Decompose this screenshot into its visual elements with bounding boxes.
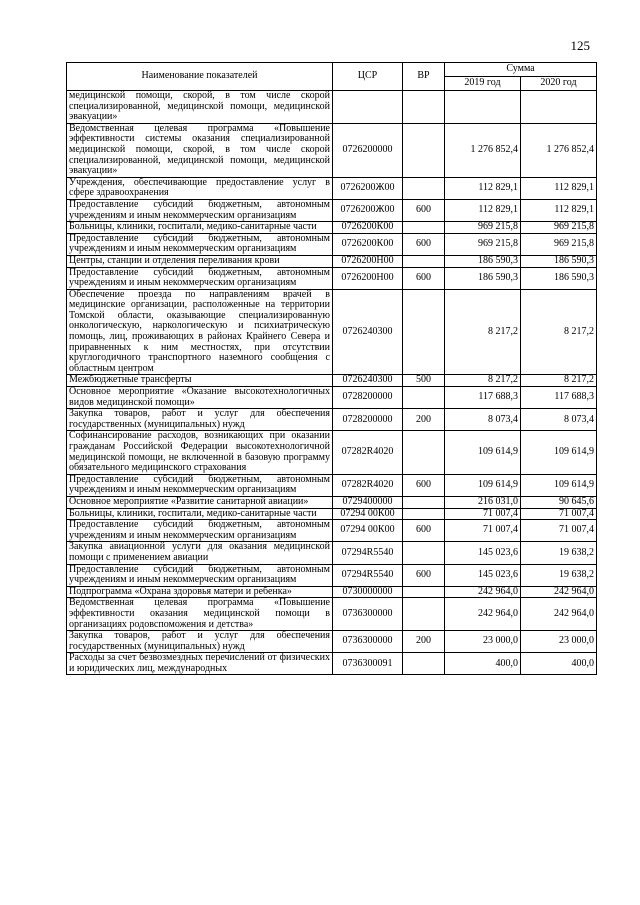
- row-name: Центры, станции и отделения переливания крови: [67, 255, 333, 267]
- row-2019: [445, 91, 521, 124]
- row-name: Закупка товаров, работ и услуг для обеспечения государственных (муниципальных) нужд: [67, 409, 333, 431]
- table-row: [67, 586, 597, 598]
- row-vr: 600: [403, 564, 445, 586]
- row-2019: 109 614,9: [445, 431, 521, 474]
- row-vr: 200: [403, 409, 445, 431]
- row-csr: 07282R4020: [333, 431, 403, 474]
- row-vr: [403, 91, 445, 124]
- row-vr: [403, 508, 445, 520]
- row-2019: 400,0: [445, 653, 521, 675]
- table-row: [67, 255, 597, 267]
- row-2019: 145 023,6: [445, 564, 521, 586]
- row-csr: 0726200К00: [333, 233, 403, 255]
- table-row: [67, 267, 597, 289]
- row-vr: 600: [403, 474, 445, 496]
- row-2019: 8 073,4: [445, 409, 521, 431]
- row-name: Предоставление субсидий бюджетным, автономным учреждениям и иным некоммерческим организациям: [67, 564, 333, 586]
- header-csr: ЦСР: [333, 63, 403, 91]
- row-csr: 0728200000: [333, 387, 403, 409]
- row-csr: 0726200К00: [333, 222, 403, 234]
- row-2019: 242 964,0: [445, 586, 521, 598]
- row-2020: 112 829,1: [521, 199, 597, 221]
- row-2020: 19 638,2: [521, 564, 597, 586]
- row-2020: 71 007,4: [521, 520, 597, 542]
- row-2020: 19 638,2: [521, 542, 597, 564]
- row-name: Основное мероприятие «Развитие санитарной авиации»: [67, 496, 333, 508]
- row-2019: 117 688,3: [445, 387, 521, 409]
- row-2020: 117 688,3: [521, 387, 597, 409]
- table-row: [67, 496, 597, 508]
- row-vr: [403, 496, 445, 508]
- row-csr: 0736300091: [333, 653, 403, 675]
- row-2020: 112 829,1: [521, 177, 597, 199]
- table-row: [67, 631, 597, 653]
- row-vr: [403, 123, 445, 177]
- row-name: Предоставление субсидий бюджетным, автономным учреждениям и иным некоммерческим организациям: [67, 199, 333, 221]
- row-2019: 8 217,2: [445, 289, 521, 375]
- row-vr: [403, 387, 445, 409]
- header-2019: 2019 год: [445, 77, 521, 91]
- row-2019: 112 829,1: [445, 177, 521, 199]
- row-name: Софинансирование расходов, возникающих при оказании гражданам Российской Федерации высокотехнологичной медицинской помощи, не включенной в базовую программу обязательного медицинского страхования: [67, 431, 333, 474]
- budget-table: [66, 62, 597, 675]
- row-2019: 8 217,2: [445, 375, 521, 387]
- row-2020: 90 645,6: [521, 496, 597, 508]
- row-2020: 242 964,0: [521, 586, 597, 598]
- header-vr: ВР: [403, 63, 445, 91]
- row-csr: 0726200000: [333, 123, 403, 177]
- row-vr: 600: [403, 520, 445, 542]
- row-name: Обеспечение проезда по направлениям врачей в медицинские организации, расположенные на территории Томской области, оказывающие специализированную онкологическую, наркологическую и психиатрическую помощь, лиц, проживающих в районах Крайнего Севера и приравненных к ним местностях, при отсутствии круглогодичного транспортного наземного сообщения с областным центром: [67, 289, 333, 375]
- row-csr: [333, 91, 403, 124]
- row-vr: [403, 431, 445, 474]
- row-name: Расходы за счет безвозмездных перечислений от физических и юридических лиц, международных: [67, 653, 333, 675]
- row-name: Ведомственная целевая программа «Повышение эффективности системы оказания специализированной медицинской помощи, скорой, в том числе скорой специализированной, медицинской помощи, медицинской эвакуации»: [67, 123, 333, 177]
- row-name: Больницы, клиники, госпитали, медико-санитарные части: [67, 222, 333, 234]
- row-name: Предоставление субсидий бюджетным, автономным учреждениям и иным некоммерческим организациям: [67, 267, 333, 289]
- row-2020: 109 614,9: [521, 474, 597, 496]
- row-2020: 969 215,8: [521, 222, 597, 234]
- header-sum: Сумма: [445, 63, 597, 77]
- row-csr: 0736300000: [333, 631, 403, 653]
- row-csr: 0736300000: [333, 598, 403, 631]
- row-2019: 186 590,3: [445, 255, 521, 267]
- row-2019: 71 007,4: [445, 508, 521, 520]
- table-row: [67, 91, 597, 124]
- table-row: [67, 375, 597, 387]
- row-2019: 145 023,6: [445, 542, 521, 564]
- header-name: Наименование показателей: [67, 63, 333, 91]
- row-vr: 600: [403, 233, 445, 255]
- table-row: [67, 233, 597, 255]
- table-row: [67, 387, 597, 409]
- row-csr: 0728200000: [333, 409, 403, 431]
- row-vr: [403, 289, 445, 375]
- row-2019: 242 964,0: [445, 598, 521, 631]
- row-csr: 0726200Ж00: [333, 177, 403, 199]
- table-row: [67, 409, 597, 431]
- row-name: Закупка авиационной услуги для оказания медицинской помощи с применением авиации: [67, 542, 333, 564]
- row-csr: 0726200Н00: [333, 255, 403, 267]
- row-vr: 600: [403, 267, 445, 289]
- row-csr: 07294R5540: [333, 542, 403, 564]
- row-2019: 109 614,9: [445, 474, 521, 496]
- table-row: [67, 564, 597, 586]
- table-row: [67, 474, 597, 496]
- table-row: [67, 222, 597, 234]
- row-2019: 23 000,0: [445, 631, 521, 653]
- row-name: Предоставление субсидий бюджетным, автономным учреждениям и иным некоммерческим организациям: [67, 474, 333, 496]
- row-csr: 07294R5540: [333, 564, 403, 586]
- row-2020: 186 590,3: [521, 255, 597, 267]
- row-name: Закупка товаров, работ и услуг для обеспечения государственных (муниципальных) нужд: [67, 631, 333, 653]
- row-vr: [403, 598, 445, 631]
- row-2020: 71 007,4: [521, 508, 597, 520]
- table-row: [67, 653, 597, 675]
- row-vr: 200: [403, 631, 445, 653]
- row-2019: 216 031,0: [445, 496, 521, 508]
- row-csr: 0726240300: [333, 375, 403, 387]
- table-row: [67, 598, 597, 631]
- row-2020: 969 215,8: [521, 233, 597, 255]
- row-2019: 112 829,1: [445, 199, 521, 221]
- row-csr: 0726200Ж00: [333, 199, 403, 221]
- row-2020: 8 217,2: [521, 289, 597, 375]
- row-vr: [403, 177, 445, 199]
- table-row: [67, 542, 597, 564]
- row-vr: [403, 222, 445, 234]
- row-2020: [521, 91, 597, 124]
- row-csr: 0729400000: [333, 496, 403, 508]
- header-2020: 2020 год: [521, 77, 597, 91]
- row-2020: 186 590,3: [521, 267, 597, 289]
- row-csr: 0726200Н00: [333, 267, 403, 289]
- row-2019: 969 215,8: [445, 222, 521, 234]
- table-row: [67, 199, 597, 221]
- row-2019: 186 590,3: [445, 267, 521, 289]
- table-row: [67, 520, 597, 542]
- row-2019: 71 007,4: [445, 520, 521, 542]
- row-name: Больницы, клиники, госпитали, медико-санитарные части: [67, 508, 333, 520]
- row-csr: 0730000000: [333, 586, 403, 598]
- row-csr: 07294 00К00: [333, 520, 403, 542]
- row-name: Подпрограмма «Охрана здоровья матери и ребенка»: [67, 586, 333, 598]
- page-number: 125: [570, 38, 590, 53]
- row-csr: 0726240300: [333, 289, 403, 375]
- row-name: Предоставление субсидий бюджетным, автономным учреждениям и иным некоммерческим организациям: [67, 233, 333, 255]
- table-row: [67, 123, 597, 177]
- row-vr: [403, 542, 445, 564]
- table-row: [67, 508, 597, 520]
- row-name: Основное мероприятие «Оказание высокотехнологичных видов медицинской помощи»: [67, 387, 333, 409]
- row-name: Межбюджетные трансферты: [67, 375, 333, 387]
- row-name: Учреждения, обеспечивающие предоставление услуг в сфере здравоохранения: [67, 177, 333, 199]
- row-2020: 8 217,2: [521, 375, 597, 387]
- table-row: [67, 431, 597, 474]
- row-name: медицинской помощи, скорой, в том числе скорой специализированной, медицинской помощи, медицинской эвакуации»: [67, 91, 333, 124]
- row-vr: [403, 653, 445, 675]
- row-vr: 500: [403, 375, 445, 387]
- row-2019: 1 276 852,4: [445, 123, 521, 177]
- row-vr: [403, 255, 445, 267]
- row-csr: 07294 00К00: [333, 508, 403, 520]
- row-vr: [403, 586, 445, 598]
- row-2019: 969 215,8: [445, 233, 521, 255]
- row-csr: 07282R4020: [333, 474, 403, 496]
- row-2020: 8 073,4: [521, 409, 597, 431]
- row-2020: 400,0: [521, 653, 597, 675]
- row-name: Ведомственная целевая программа «Повышение эффективности оказания медицинской помощи в организациях родовспоможения и детства»: [67, 598, 333, 631]
- row-2020: 23 000,0: [521, 631, 597, 653]
- row-vr: 600: [403, 199, 445, 221]
- table-row: [67, 289, 597, 375]
- row-name: Предоставление субсидий бюджетным, автономным учреждениям и иным некоммерческим организациям: [67, 520, 333, 542]
- table-row: [67, 177, 597, 199]
- row-2020: 1 276 852,4: [521, 123, 597, 177]
- row-2020: 109 614,9: [521, 431, 597, 474]
- row-2020: 242 964,0: [521, 598, 597, 631]
